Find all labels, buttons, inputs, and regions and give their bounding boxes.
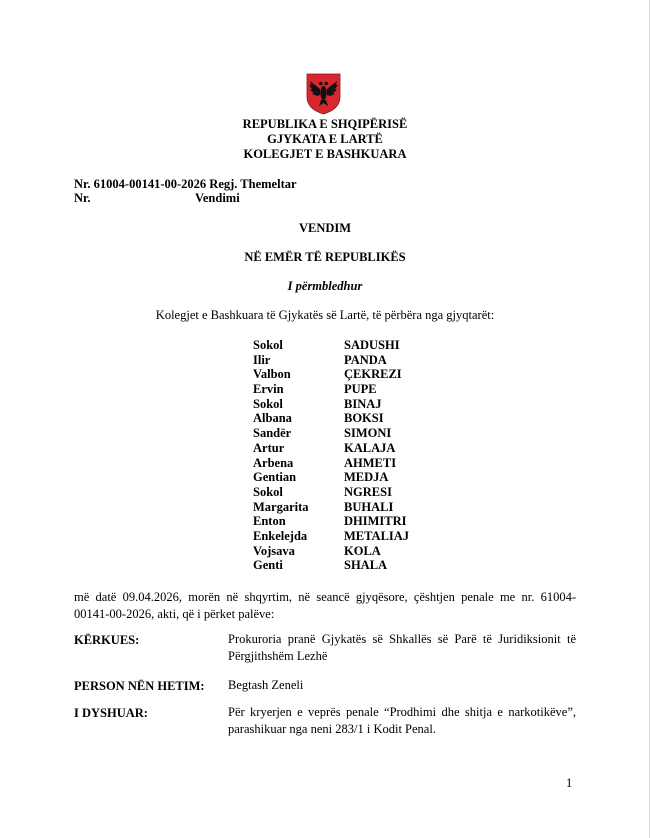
person-value: Begtash Zeneli xyxy=(228,678,304,692)
judge-last-name: BUHALI xyxy=(344,499,394,514)
judges-list xyxy=(253,338,453,573)
judge-row xyxy=(253,500,453,515)
judge-first-name: Artur xyxy=(253,440,285,455)
judge-row xyxy=(253,470,453,485)
judge-last-name: PANDA xyxy=(344,352,387,367)
requester-value xyxy=(228,631,576,665)
page-number: 1 xyxy=(566,776,573,790)
requester-label: KËRKUES: xyxy=(74,633,140,647)
summary-subtitle: I përmbledhur xyxy=(287,279,363,293)
judge-first-name: Enton xyxy=(253,514,286,529)
judge-first-name: Ilir xyxy=(253,352,271,367)
judge-first-name: Margarita xyxy=(253,499,309,514)
judge-row xyxy=(253,514,453,529)
judge-row xyxy=(253,367,453,382)
judge-last-name: SADUSHI xyxy=(344,338,400,352)
judge-first-name: Valbon xyxy=(253,367,291,382)
judge-first-name: Sokol xyxy=(253,484,283,499)
judge-last-name: BINAJ xyxy=(344,396,382,411)
panel-heading: KOLEGJET E BASHKUARA xyxy=(243,147,407,161)
judge-first-name: Sandër xyxy=(253,426,292,441)
judge-last-name: SHALA xyxy=(344,558,388,573)
suspected-line-2: parashikuar nga neni 283/1 i Kodit Penal. xyxy=(228,722,436,736)
judge-row xyxy=(253,353,453,368)
judge-first-name: Genti xyxy=(253,558,283,573)
requester-line-2: Përgjithshëm Lezhë xyxy=(228,649,328,663)
judge-row xyxy=(253,441,453,456)
judge-last-name: PUPE xyxy=(344,382,377,397)
judge-last-name: NGRESI xyxy=(344,484,392,499)
judge-row xyxy=(253,397,453,412)
judge-first-name: Vojsava xyxy=(253,543,295,558)
requester-line-1: Prokuroria pranë Gjykatës së Shkallës së Parë të Juridiksionit të xyxy=(228,632,576,646)
session-line-2: 00141-00-2026, akti, që i përket palëve: xyxy=(74,607,275,621)
judge-first-name: Sokol xyxy=(253,396,283,411)
judge-last-name: SIMONI xyxy=(344,426,392,441)
session-line-1: më datë 09.04.2026, morën në shqyrtim, në seancë gjyqësore, çështjen penale me nr. 61004- xyxy=(74,590,576,604)
suspected-line-1: Për kryerjen e veprës penale “Prodhimi dhe shitja e narkotikëve”, xyxy=(228,705,576,719)
judge-last-name: KALAJA xyxy=(344,440,396,455)
judge-first-name: Enkelejda xyxy=(253,528,308,543)
judge-row xyxy=(253,411,453,426)
republic-heading: REPUBLIKA E SHQIPËRISË xyxy=(242,117,408,131)
intro-text: Kolegjet e Bashkuara të Gjykatës së Lartë, të përbëra nga gjyqtarët: xyxy=(155,308,495,322)
registry-number: Nr. 61004-00141-00-2026 Regj. Themeltar xyxy=(74,177,297,191)
session-paragraph xyxy=(74,589,576,623)
judge-first-name: Albana xyxy=(253,411,292,426)
court-heading: GJYKATA E LARTË xyxy=(267,132,383,146)
judge-last-name: METALIAJ xyxy=(344,528,410,543)
decision-label: Vendimi xyxy=(195,191,240,205)
suspected-label: I DYSHUAR: xyxy=(74,706,148,720)
judge-row xyxy=(253,544,453,559)
judge-last-name: AHMETI xyxy=(344,455,397,470)
judge-row xyxy=(253,485,453,500)
judge-last-name: ÇEKREZI xyxy=(344,367,402,382)
person-label: PERSON NËN HETIM: xyxy=(74,679,205,693)
judge-last-name: MEDJA xyxy=(344,470,389,485)
judge-last-name: DHIMITRI xyxy=(344,514,407,529)
judge-row xyxy=(253,426,453,441)
judge-first-name: Ervin xyxy=(253,382,284,397)
judge-first-name: Sokol xyxy=(253,338,283,352)
judge-row xyxy=(253,558,453,573)
judge-first-name: Gentian xyxy=(253,470,297,485)
judge-row xyxy=(253,382,453,397)
judge-last-name: KOLA xyxy=(344,543,381,558)
albanian-eagle-emblem xyxy=(305,73,342,115)
judge-last-name: BOKSI xyxy=(344,411,384,426)
decision-number-label: Nr. xyxy=(74,191,91,205)
judge-first-name: Arbena xyxy=(253,455,294,470)
judge-row xyxy=(253,338,453,353)
judge-row xyxy=(253,529,453,544)
judge-row xyxy=(253,456,453,471)
decision-title: VENDIM xyxy=(298,221,352,235)
in-name-of-republic: NË EMËR TË REPUBLIKËS xyxy=(244,250,406,264)
suspected-value xyxy=(228,704,576,738)
